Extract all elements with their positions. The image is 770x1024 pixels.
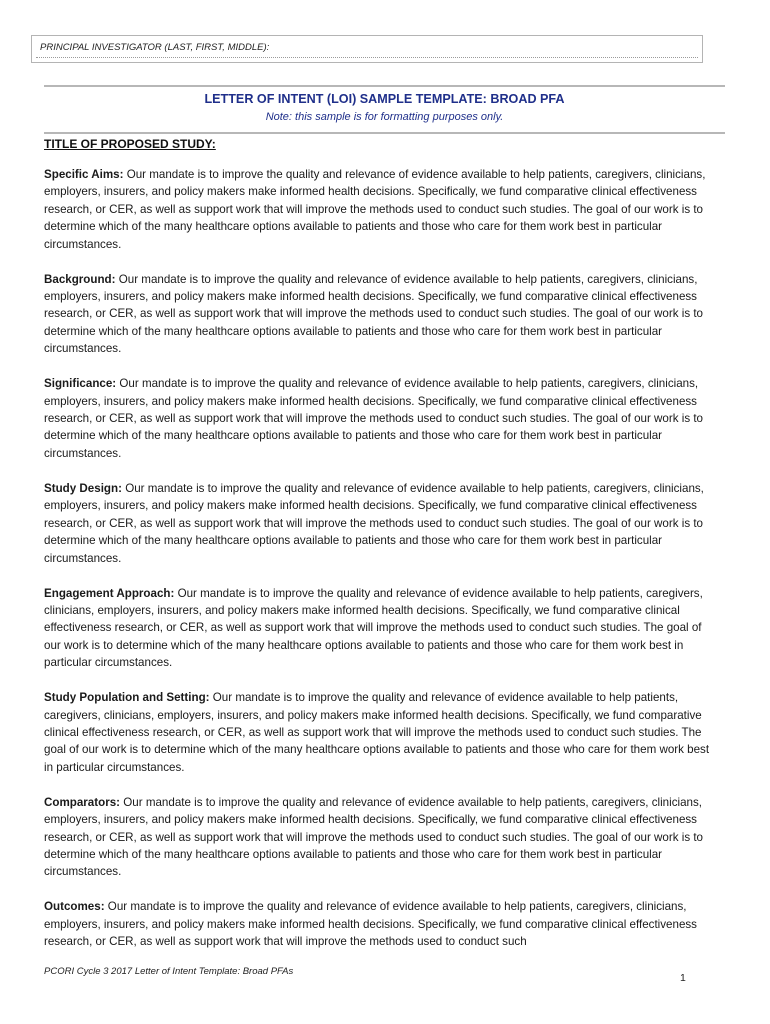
section-text: Our mandate is to improve the quality and relevance of evidence available to help patients, caregivers, clinicians, employers, insurers, and policy makers make informed health decisions. Specifically, we fund comparative clinical effectiveness research, or CER, as well as support work that will improve the methods used to conduct such studies. The goal of our work is to determine which of the many healthcare options available to patients and those who care for them work best in particular circumstances.: [44, 272, 704, 356]
document-title: LETTER OF INTENT (LOI) SAMPLE TEMPLATE: BROAD PFA: [204, 92, 565, 106]
section-label: Engagement Approach:: [44, 586, 175, 600]
section-comparators: [44, 794, 720, 881]
section-label: Study Design:: [44, 481, 122, 495]
section-text: Our mandate is to improve the quality and relevance of evidence available to help patients, caregivers, clinicians, employers, insurers, and policy makers make informed health decisions. Specifically, we fund comparative clinical effectiveness research, or CER, as well as support work that will improve the methods used to conduct such studies. The goal of our work is to determine which of the many healthcare options available to patients and those who care for them work best in particular circumstances.: [44, 168, 706, 251]
sections-container: [44, 166, 720, 968]
section-outcomes: [44, 898, 720, 950]
section-label: Specific Aims:: [44, 168, 124, 181]
section-significance: [44, 375, 720, 462]
section-label: Comparators:: [44, 795, 121, 809]
section-background: [44, 271, 720, 358]
section-specific-aims: [44, 166, 720, 253]
section-label: Study Population and Setting:: [44, 691, 210, 705]
section-text: Our mandate is to improve the quality and relevance of evidence available to help patients, caregivers, clinicians, employers, insurers, and policy makers make informed health decisions. Specifically, we fund comparative clinical effectiveness research, or CER, as well as support work that will improve the methods used to conduct such: [44, 900, 697, 949]
section-text: Our mandate is to improve the quality and relevance of evidence available to help patients, caregivers, clinicians, employers, insurers, and policy makers make informed health decisions. Specifically, we fund comparative clinical effectiveness research, or CER, as well as support work that will improve the methods used to conduct such studies. The goal of our work is to determine which of the many healthcare options available to patients and those who care for them work best in particular circumstances.: [44, 795, 704, 879]
page-number: 1: [680, 972, 686, 984]
section-text: Our mandate is to improve the quality and relevance of evidence available to help patients, caregivers, clinicians, employers, insurers, and policy makers make informed health decisions. Specifically, we fund comparative clinical effectiveness research, or CER, as well as support work that will improve the methods used to conduct such studies. The goal of our work is to determine which of the many healthcare options available to patients and those who care for them work best in particular circumstances.: [44, 481, 704, 565]
section-text: Our mandate is to improve the quality and relevance of evidence available to help patients, caregivers, clinicians, employers, insurers, and policy makers make informed health decisions. Specifically, we fund comparative clinical effectiveness research, or CER, as well as support work that will improve the methods used to conduct such studies. The goal of our work is to determine which of the many healthcare options available to patients and those who care for them work best in particular circumstances.: [44, 586, 703, 670]
section-label: Outcomes:: [44, 900, 105, 914]
principal-investigator-field[interactable]: [31, 35, 703, 63]
section-text: Our mandate is to improve the quality and relevance of evidence available to help patients, caregivers, clinicians, employers, insurers, and policy makers make informed health decisions. Specifically, we fund comparative clinical effectiveness research, or CER, as well as support work that will improve the methods used to conduct such studies. The goal of our work is to determine which of the many healthcare options available to patients and those who care for them work best in particular circumstances.: [44, 691, 710, 774]
section-study-design: [44, 480, 720, 567]
section-text: Our mandate is to improve the quality and relevance of evidence available to help patients, caregivers, clinicians, employers, insurers, and policy makers make informed health decisions. Specifically, we fund comparative clinical effectiveness research, or CER, as well as support work that will improve the methods used to conduct such studies. The goal of our work is to determine which of the many healthcare options available to patients and those who care for them work best in particular circumstances.: [44, 377, 704, 460]
title-top-rule: [44, 85, 725, 87]
formatting-note: Note: this sample is for formatting purposes only.: [265, 111, 504, 123]
footer-text: PCORI Cycle 3 2017 Letter of Intent Template: Broad PFAs: [44, 966, 294, 977]
principal-investigator-label: PRINCIPAL INVESTIGATOR (LAST, FIRST, MIDDLE):: [40, 42, 270, 53]
section-label: Background:: [44, 272, 116, 286]
section-label: Significance:: [44, 377, 117, 391]
section-study-population: [44, 689, 720, 776]
study-title-label: TITLE OF PROPOSED STUDY:: [44, 137, 216, 151]
section-engagement-approach: [44, 585, 720, 672]
title-bottom-rule: [44, 132, 725, 134]
